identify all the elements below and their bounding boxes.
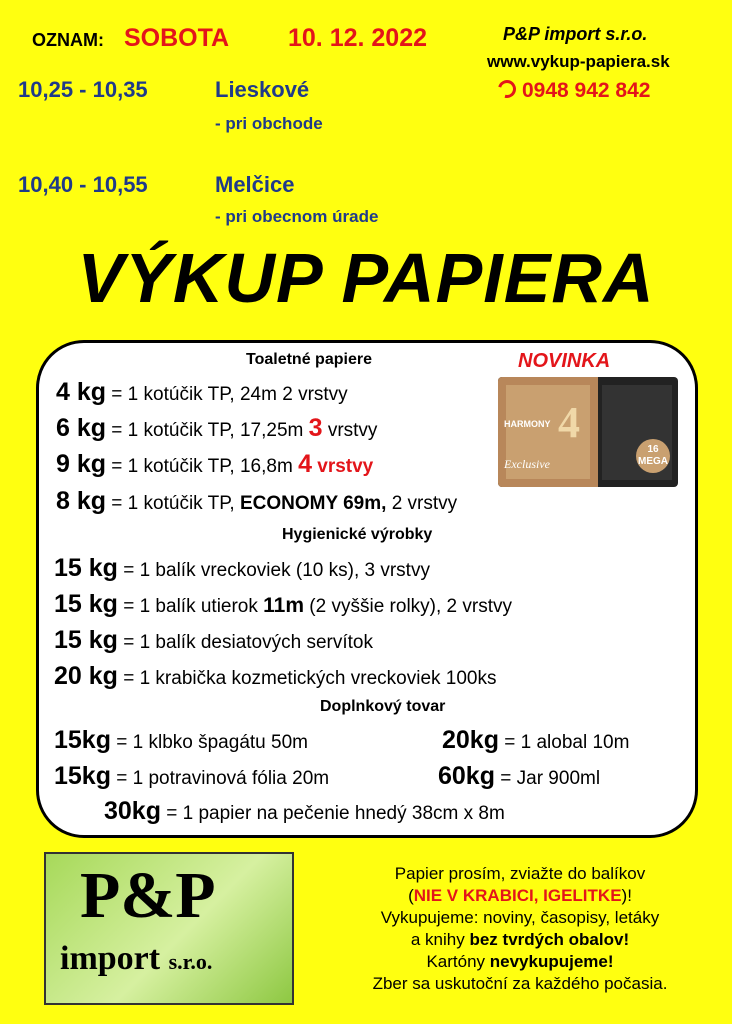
price-kg: 15kg: [54, 762, 111, 790]
price-row: [56, 487, 457, 516]
note-highlight: NIE V KRABICI, IGELITKE: [413, 886, 622, 905]
stop-1-time: 10,25 - 10,35: [18, 77, 148, 102]
price-row: [104, 797, 505, 826]
page-title: VÝKUP PAPIERA: [77, 239, 655, 317]
product-brand: HARMONY: [504, 419, 551, 429]
section-toilet-paper: Toaletné papiere: [246, 351, 372, 368]
price-kg: 20kg: [442, 726, 499, 754]
price-desc: = 1 krabička kozmetických vreckoviek 100ks: [117, 668, 497, 689]
product-line: Exclusive: [504, 457, 550, 471]
section-hygiene: Hygienické výrobky: [282, 526, 433, 543]
price-desc-end: 2 vrstvy: [386, 493, 458, 514]
price-kg: 8 kg: [56, 487, 107, 515]
price-desc: = 1 kotúčik TP, 16,8m: [106, 456, 299, 477]
price-row: [56, 378, 348, 407]
note-line: Vykupujeme: noviny, časopisy, letáky: [380, 908, 660, 927]
price-row: [56, 414, 377, 443]
stop-1-place: Lieskové: [215, 77, 310, 102]
price-kg: 60kg: [438, 762, 495, 790]
price-bold: ECONOMY 69m,: [240, 493, 387, 514]
stop-1-note: - pri obchode: [215, 114, 323, 133]
price-desc-end: (2 vyššie rolky), 2 vrstvy: [304, 596, 513, 617]
company-website[interactable]: www.vykup-papiera.sk: [487, 52, 670, 71]
phone-number: 0948 942 842: [522, 79, 651, 102]
phone-icon: [495, 77, 520, 102]
note-bold: bez tvrdých obalov!: [469, 930, 630, 949]
price-bold: 11m: [263, 594, 305, 617]
price-desc: = 1 klbko špagátu 50m: [110, 732, 308, 753]
note-line: Papier prosím, zviažte do balíkov: [394, 864, 646, 883]
price-row: [54, 762, 329, 791]
note-bold: nevykupujeme!: [489, 952, 614, 971]
price-desc: = 1 potravinová fólia 20m: [110, 768, 330, 789]
price-desc: = 1 kotúčik TP,: [106, 493, 240, 514]
price-row: [54, 662, 497, 691]
new-product-label: NOVINKA: [518, 350, 611, 372]
price-desc-end: vrstvy: [311, 456, 374, 477]
logo-sub-sro: s.r.o.: [168, 949, 213, 974]
price-desc: = 1 kotúčik TP, 17,25m: [106, 420, 309, 441]
logo-main-text: P&P: [80, 859, 216, 932]
price-kg: 6 kg: [56, 414, 107, 442]
price-kg: 15 kg: [54, 554, 118, 582]
price-row: [438, 762, 600, 791]
notice-label: OZNAM:: [32, 30, 104, 50]
price-desc: = 1 balík vreckoviek (10 ks), 3 vrstvy: [117, 560, 430, 581]
note-text: (: [408, 886, 414, 905]
company-phone[interactable]: [498, 79, 650, 103]
stop-2-place: Melčice: [215, 172, 295, 197]
company-name: P&P import s.r.o.: [503, 24, 648, 44]
price-row: [56, 450, 373, 479]
note-text: Kartóny: [426, 952, 490, 971]
stop-2-note: - pri obecnom úrade: [215, 207, 379, 226]
price-row: [54, 726, 308, 755]
price-row: [54, 554, 430, 583]
price-kg: 15 kg: [54, 626, 118, 654]
price-kg: 9 kg: [56, 450, 107, 478]
section-extra: Doplnkový tovar: [320, 698, 446, 715]
note-line: [320, 886, 720, 906]
logo-sub-import: import: [60, 940, 169, 977]
price-highlight: 4: [298, 450, 312, 478]
note-text: a knihy: [410, 930, 470, 949]
notice-day: SOBOTA: [124, 24, 230, 52]
price-kg: 20 kg: [54, 662, 118, 690]
price-desc: = 1 balík desiatových servítok: [117, 632, 373, 653]
logo-sub-text: [60, 940, 212, 978]
note-line: [320, 952, 720, 972]
price-desc: = 1 papier na pečenie hnedý 38cm x 8m: [160, 803, 505, 824]
note-text: )!: [621, 886, 632, 905]
note-line: [320, 930, 720, 950]
price-desc: = 1 alobal 10m: [498, 732, 630, 753]
price-desc: = 1 kotúčik TP, 24m 2 vrstvy: [106, 384, 348, 405]
price-highlight: 3: [308, 414, 323, 442]
price-row: [54, 590, 512, 619]
price-kg: 30kg: [104, 797, 161, 825]
price-desc: = Jar 900ml: [494, 768, 601, 789]
product-badge: 16 MEGA: [636, 439, 670, 473]
product-ply-number: 4: [558, 398, 580, 447]
price-kg: 15 kg: [54, 590, 118, 618]
price-kg: 15kg: [54, 726, 111, 754]
product-image: [498, 377, 678, 487]
price-desc-end: vrstvy: [322, 420, 378, 441]
price-row: [54, 626, 373, 655]
price-desc: = 1 balík utierok: [117, 596, 264, 617]
notice-date: 10. 12. 2022: [288, 24, 428, 52]
note-line: Zber sa uskutoční za každého počasia.: [372, 974, 668, 993]
price-kg: 4 kg: [56, 378, 107, 406]
stop-2-time: 10,40 - 10,55: [18, 172, 148, 197]
price-row: [442, 726, 629, 755]
